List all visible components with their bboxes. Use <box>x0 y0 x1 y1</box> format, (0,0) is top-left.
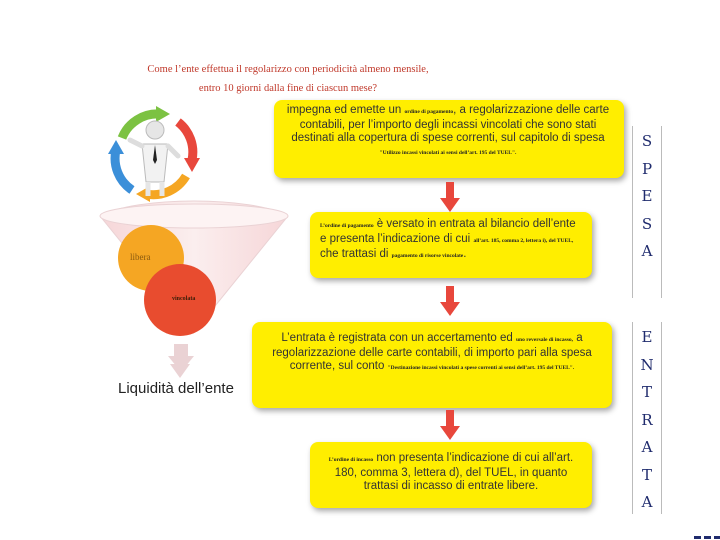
question-line-2: entro 10 giorni dalla fine di ciascun mese? <box>198 83 378 94</box>
side-letter: E <box>641 187 653 205</box>
box2-text-small-a: L’ordine di pagamento <box>320 223 374 229</box>
side-letter: A <box>641 438 653 456</box>
step-box-3 <box>252 322 612 408</box>
circle-free-label: libera <box>130 252 151 262</box>
step-box-4 <box>310 442 592 508</box>
circle-bound-label: vincolata <box>172 296 196 302</box>
box3-text-small-b: "Destinazione incassi vincolati a spese correnti ai sensi dell’art. 195 del TUEL". <box>387 365 575 371</box>
side-letter: A <box>641 242 653 260</box>
box4-text-a: non presenta l’indicazione di cui all’art. 180, comma 3, lettera d), del TUEL, in quanto trattasi di incasso di entrate libere. <box>334 452 574 492</box>
box1-text-small-a: ordine di pagamento <box>404 109 454 115</box>
person-with-cycle-arrows-icon <box>100 98 210 208</box>
step-box-2 <box>310 212 592 278</box>
side-label-spesa <box>632 126 662 298</box>
box3-text-b: a regolarizzazione delle carte contabili, di importo pari alla spesa corrente, sul conto <box>272 332 592 372</box>
side-letter: T <box>641 465 652 484</box>
side-letter: A <box>641 493 653 511</box>
box4-text-small-a: L’ordine di incasso <box>328 457 374 463</box>
box1-text-a: impegna ed emette un <box>286 104 405 116</box>
side-letter: E <box>641 328 653 346</box>
box2-text-a: è versato in entrata al bilancio dell’ente e presenta l’indicazione di cui <box>320 218 576 245</box>
box2-text-small-c: pagamento di risorse vincolate <box>391 253 464 259</box>
side-letter: S <box>641 214 653 233</box>
side-letter: P <box>641 159 653 178</box>
box2-text-small-b: all’art. 185, comma 2, lettera i), del TUEL, <box>473 238 574 244</box>
side-letter: R <box>641 410 653 429</box>
funnel-down-arrow-icon <box>170 352 190 378</box>
question-text <box>108 60 468 98</box>
step-box-1 <box>274 100 624 178</box>
box3-text-small-a: uno reversale di incasso, <box>515 337 574 343</box>
side-letter: N <box>640 355 654 374</box>
question-line-1: Come l’ente effettua il regolarizzo con periodicità almeno mensile, <box>147 64 429 75</box>
down-arrow-icon <box>440 182 460 212</box>
box1-text-small-b: "Utilizzo incassi vincolati ai sensi dell’art. 195 del TUEL". <box>379 150 517 156</box>
box2-text-c: . <box>463 248 467 260</box>
side-label-entrata <box>632 322 662 514</box>
down-arrow-icon <box>440 286 460 316</box>
box2-text-b: che trattasi di <box>320 248 392 260</box>
liquidity-label: Liquidità dell’ente <box>118 380 234 397</box>
decorative-dashes <box>694 531 720 540</box>
side-letter: T <box>641 383 652 401</box>
side-letter: S <box>641 132 653 150</box>
box1-text-b: , a regolarizzazione delle carte contabili, per l’importo degli incassi vincolati che sono stati destinati alla copertura di spese correnti, sul capitolo di spesa <box>291 104 610 144</box>
box3-text-a: L’entrata è registrata con un accertamento ed <box>281 332 516 344</box>
down-arrow-icon <box>440 410 460 440</box>
